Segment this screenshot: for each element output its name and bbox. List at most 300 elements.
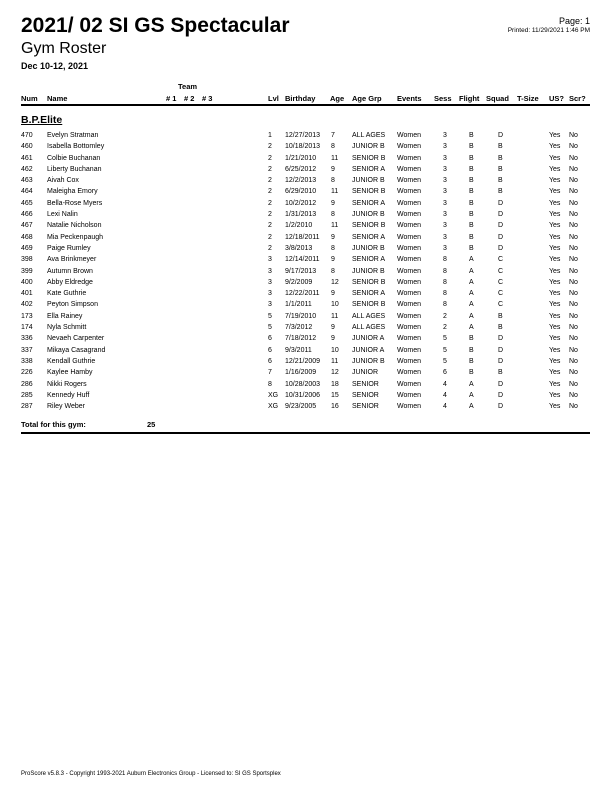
cell-scratch: No — [569, 290, 578, 298]
cell-squad: D — [498, 233, 504, 241]
cell-age: 8 — [331, 244, 335, 252]
printed-timestamp: Printed: 11/29/2021 1:46 PM — [507, 27, 590, 34]
cell-num: 401 — [21, 290, 33, 298]
cell-events: Women — [397, 346, 421, 354]
cell-age-group: SENIOR B — [352, 188, 386, 196]
table-row — [0, 132, 612, 143]
cell-flight: B — [469, 143, 474, 151]
cell-us: Yes — [549, 369, 561, 377]
table-row — [0, 188, 612, 199]
cell-level: 2 — [268, 165, 272, 173]
cell-age: 12 — [331, 278, 339, 286]
cell-num: 286 — [21, 380, 33, 388]
cell-events: Women — [397, 143, 421, 151]
cell-level: 6 — [268, 346, 272, 354]
cell-age-group: SENIOR A — [352, 233, 386, 241]
table-row — [0, 369, 612, 380]
cell-name: Nyla Schmitt — [47, 324, 87, 332]
cell-scratch: No — [569, 267, 578, 275]
cell-flight: A — [469, 301, 474, 309]
col-header-team-3: # 3 — [202, 94, 213, 103]
cell-session: 5 — [443, 357, 447, 365]
cell-num: 174 — [21, 324, 33, 332]
cell-birthday: 12/21/2009 — [285, 357, 321, 365]
cell-age: 9 — [331, 324, 335, 332]
col-header-scratch: Scr? — [569, 94, 586, 103]
cell-age-group: JUNIOR B — [352, 267, 385, 275]
table-row — [0, 211, 612, 222]
cell-name: Kaylee Hamby — [47, 369, 93, 377]
cell-squad: D — [498, 244, 504, 252]
cell-num: 467 — [21, 222, 33, 230]
cell-name: Aivah Cox — [47, 177, 79, 185]
col-header-name: Name — [47, 94, 68, 103]
cell-num: 463 — [21, 177, 33, 185]
cell-age: 8 — [331, 211, 335, 219]
cell-age-group: ALL AGES — [352, 324, 386, 332]
cell-scratch: No — [569, 211, 578, 219]
cell-session: 3 — [443, 211, 447, 219]
cell-us: Yes — [549, 132, 561, 139]
cell-birthday: 9/23/2005 — [285, 403, 317, 411]
cell-flight: B — [469, 244, 474, 252]
cell-age: 9 — [331, 290, 335, 298]
cell-scratch: No — [569, 369, 578, 377]
table-row — [0, 245, 612, 256]
cell-age: 8 — [331, 143, 335, 151]
cell-scratch: No — [569, 256, 578, 264]
cell-squad: D — [498, 222, 504, 230]
cell-scratch: No — [569, 165, 578, 173]
cell-session: 4 — [443, 391, 447, 399]
cell-us: Yes — [549, 165, 561, 173]
cell-events: Women — [397, 267, 421, 275]
cell-birthday: 10/28/2003 — [285, 380, 321, 388]
cell-scratch: No — [569, 132, 578, 139]
cell-birthday: 12/27/2013 — [285, 132, 321, 139]
table-row — [0, 392, 612, 403]
cell-num: 336 — [21, 335, 33, 343]
cell-us: Yes — [549, 403, 561, 411]
cell-flight: A — [469, 391, 474, 399]
cell-num: 173 — [21, 312, 33, 320]
cell-birthday: 10/18/2013 — [285, 143, 321, 151]
cell-age: 9 — [331, 199, 335, 207]
cell-name: Ava Brinkmeyer — [47, 256, 97, 264]
cell-age: 18 — [331, 380, 339, 388]
col-header-team: Team — [178, 82, 198, 91]
col-header-age: Age — [330, 94, 345, 103]
cell-num: 338 — [21, 357, 33, 365]
cell-age-group: SENIOR A — [352, 290, 386, 298]
total-label: Total for this gym: — [21, 420, 86, 429]
cell-level: 3 — [268, 301, 272, 309]
cell-birthday: 12/18/2011 — [285, 233, 320, 241]
cell-birthday: 9/3/2011 — [285, 346, 312, 354]
cell-session: 4 — [443, 403, 447, 411]
col-header-birthday: Birthday — [285, 94, 316, 103]
cell-level: 6 — [268, 357, 272, 365]
cell-birthday: 7/18/2012 — [285, 335, 317, 343]
cell-num: 464 — [21, 188, 33, 196]
cell-squad: D — [498, 211, 504, 219]
cell-squad: C — [498, 290, 504, 298]
cell-session: 6 — [443, 369, 447, 377]
cell-events: Women — [397, 369, 421, 377]
cell-level: 2 — [268, 244, 272, 252]
cell-squad: D — [498, 380, 504, 388]
cell-session: 8 — [443, 290, 447, 298]
cell-age-group: SENIOR — [352, 380, 379, 388]
cell-scratch: No — [569, 154, 578, 162]
cell-birthday: 7/3/2012 — [285, 324, 313, 332]
cell-name: Kendall Guthrie — [47, 357, 96, 365]
cell-age: 16 — [331, 403, 339, 411]
cell-squad: B — [498, 324, 503, 332]
cell-session: 3 — [443, 132, 447, 139]
cell-flight: A — [469, 256, 474, 264]
cell-scratch: No — [569, 335, 578, 343]
cell-scratch: No — [569, 244, 578, 252]
cell-us: Yes — [549, 233, 561, 241]
cell-session: 8 — [443, 278, 447, 286]
group-heading: B.P.Elite — [21, 114, 63, 126]
page-number: Page: 1 — [558, 16, 590, 26]
cell-age-group: SENIOR A — [352, 256, 386, 264]
cell-session: 3 — [443, 143, 447, 151]
col-header-flight: Flight — [459, 94, 480, 103]
cell-birthday: 3/8/2013 — [285, 244, 313, 252]
cell-events: Women — [397, 278, 421, 286]
cell-squad: B — [498, 369, 503, 377]
table-row — [0, 335, 612, 346]
cell-name: Abby Eldredge — [47, 278, 93, 286]
cell-age-group: JUNIOR B — [352, 244, 385, 252]
cell-squad: D — [498, 346, 504, 354]
cell-flight: A — [469, 312, 474, 320]
cell-birthday: 12/2/2013 — [285, 177, 317, 185]
cell-num: 470 — [21, 132, 33, 139]
cell-name: Nevaeh Carpenter — [47, 335, 105, 343]
cell-age: 8 — [331, 177, 335, 185]
cell-name: Mikaya Casagrand — [47, 346, 106, 354]
total-rule — [21, 432, 590, 434]
cell-flight: B — [469, 222, 474, 230]
cell-scratch: No — [569, 312, 578, 320]
cell-name: Kate Guthrie — [47, 290, 87, 298]
cell-session: 5 — [443, 335, 447, 343]
cell-birthday: 12/22/2011 — [285, 290, 320, 298]
cell-num: 462 — [21, 165, 33, 173]
cell-events: Women — [397, 312, 421, 320]
table-row — [0, 381, 612, 392]
cell-squad: B — [498, 165, 503, 173]
table-row — [0, 166, 612, 177]
report-title: 2021/ 02 SI GS Spectacular — [21, 14, 290, 37]
cell-squad: B — [498, 312, 503, 320]
cell-age: 9 — [331, 165, 335, 173]
cell-us: Yes — [549, 154, 561, 162]
cell-squad: C — [498, 267, 504, 275]
cell-flight: B — [469, 211, 474, 219]
cell-events: Women — [397, 132, 421, 139]
cell-age-group: JUNIOR A — [352, 335, 385, 343]
roster-table — [0, 132, 612, 414]
cell-squad: C — [498, 256, 504, 264]
cell-us: Yes — [549, 324, 561, 332]
cell-events: Women — [397, 391, 421, 399]
footer-copyright: ProScore v5.8.3 - Copyright 1993-2021 Auburn Electronics Group - Licensed to: SI GS Sportsplex — [21, 771, 281, 777]
cell-events: Women — [397, 301, 421, 309]
cell-scratch: No — [569, 188, 578, 196]
cell-age-group: ALL AGES — [352, 132, 386, 139]
cell-level: 3 — [268, 290, 272, 298]
cell-age-group: JUNIOR B — [352, 177, 385, 185]
cell-us: Yes — [549, 211, 561, 219]
table-row — [0, 143, 612, 154]
cell-age-group: SENIOR B — [352, 278, 386, 286]
meet-dates: Dec 10-12, 2021 — [21, 61, 89, 71]
cell-age: 9 — [331, 256, 335, 264]
cell-us: Yes — [549, 391, 561, 399]
cell-events: Women — [397, 154, 421, 162]
cell-level: 5 — [268, 312, 272, 320]
col-header-events: Events — [397, 94, 422, 103]
cell-name: Bella-Rose Myers — [47, 199, 103, 207]
cell-level: 6 — [268, 335, 272, 343]
cell-age: 11 — [331, 357, 339, 365]
cell-session: 4 — [443, 380, 447, 388]
cell-age: 8 — [331, 267, 335, 275]
cell-age-group: JUNIOR B — [352, 211, 385, 219]
cell-squad: D — [498, 391, 504, 399]
cell-flight: B — [469, 369, 474, 377]
cell-num: 398 — [21, 256, 33, 264]
cell-flight: A — [469, 267, 474, 275]
cell-us: Yes — [549, 222, 561, 230]
cell-num: 400 — [21, 278, 33, 286]
cell-num: 402 — [21, 301, 33, 309]
cell-us: Yes — [549, 335, 561, 343]
table-row — [0, 256, 612, 267]
table-row — [0, 268, 612, 279]
cell-level: 2 — [268, 211, 272, 219]
cell-us: Yes — [549, 267, 561, 275]
cell-scratch: No — [569, 391, 578, 399]
cell-us: Yes — [549, 301, 561, 309]
cell-us: Yes — [549, 143, 561, 151]
cell-squad: D — [498, 132, 504, 139]
cell-level: XG — [268, 403, 279, 411]
table-row — [0, 324, 612, 335]
cell-session: 2 — [443, 312, 447, 320]
cell-us: Yes — [549, 256, 561, 264]
header-rule — [21, 104, 590, 106]
cell-scratch: No — [569, 177, 578, 185]
cell-session: 3 — [443, 222, 447, 230]
total-count: 25 — [147, 420, 156, 429]
cell-session: 3 — [443, 165, 447, 173]
cell-session: 8 — [443, 267, 447, 275]
cell-session: 3 — [443, 244, 447, 252]
cell-scratch: No — [569, 222, 578, 230]
cell-scratch: No — [569, 233, 578, 241]
cell-name: Maleigha Emory — [47, 188, 98, 196]
cell-name: Evelyn Stratman — [47, 132, 99, 139]
cell-level: 2 — [268, 199, 272, 207]
cell-us: Yes — [549, 357, 561, 365]
cell-flight: B — [469, 132, 474, 139]
cell-name: Colbie Buchanan — [47, 154, 101, 162]
cell-us: Yes — [549, 177, 561, 185]
cell-events: Women — [397, 188, 421, 196]
table-row — [0, 301, 612, 312]
cell-flight: B — [469, 357, 474, 365]
col-header-team-2: # 2 — [184, 94, 195, 103]
cell-flight: B — [469, 165, 474, 173]
cell-birthday: 1/16/2009 — [285, 369, 317, 377]
cell-session: 3 — [443, 154, 447, 162]
cell-age-group: SENIOR B — [352, 301, 386, 309]
cell-level: 2 — [268, 188, 272, 196]
cell-name: Isabella Bottomley — [47, 143, 105, 151]
cell-session: 3 — [443, 188, 447, 196]
table-row — [0, 290, 612, 301]
cell-flight: B — [469, 233, 474, 241]
table-row — [0, 155, 612, 166]
cell-age-group: JUNIOR — [352, 369, 379, 377]
cell-num: 468 — [21, 233, 33, 241]
cell-birthday: 7/19/2010 — [285, 312, 317, 320]
cell-events: Women — [397, 211, 421, 219]
cell-age: 12 — [331, 369, 339, 377]
cell-age-group: SENIOR B — [352, 154, 386, 162]
cell-num: 226 — [21, 369, 33, 377]
cell-name: Mia Peckenpaugh — [47, 233, 104, 241]
cell-us: Yes — [549, 244, 561, 252]
cell-flight: A — [469, 290, 474, 298]
cell-age-group: JUNIOR B — [352, 357, 385, 365]
table-row — [0, 358, 612, 369]
cell-events: Women — [397, 380, 421, 388]
cell-num: 465 — [21, 199, 33, 207]
cell-age-group: ALL AGES — [352, 312, 386, 320]
cell-level: 2 — [268, 143, 272, 151]
cell-birthday: 9/17/2013 — [285, 267, 317, 275]
cell-squad: B — [498, 188, 503, 196]
cell-us: Yes — [549, 312, 561, 320]
cell-age-group: SENIOR — [352, 391, 379, 399]
cell-events: Women — [397, 177, 421, 185]
cell-name: Natalie Nicholson — [47, 222, 102, 230]
cell-us: Yes — [549, 199, 561, 207]
cell-events: Women — [397, 290, 421, 298]
cell-scratch: No — [569, 380, 578, 388]
cell-age: 11 — [331, 188, 339, 196]
cell-squad: C — [498, 278, 504, 286]
cell-birthday: 10/2/2012 — [285, 199, 317, 207]
report-subtitle: Gym Roster — [21, 40, 107, 57]
cell-name: Ella Rainey — [47, 312, 83, 320]
cell-birthday: 1/31/2013 — [285, 211, 317, 219]
cell-scratch: No — [569, 301, 578, 309]
cell-squad: D — [498, 199, 504, 207]
cell-flight: B — [469, 335, 474, 343]
table-row — [0, 403, 612, 414]
cell-events: Women — [397, 244, 421, 252]
cell-name: Peyton Simpson — [47, 301, 98, 309]
cell-level: 2 — [268, 154, 272, 162]
table-row — [0, 234, 612, 245]
cell-flight: A — [469, 278, 474, 286]
cell-events: Women — [397, 324, 421, 332]
col-header-squad: Squad — [486, 94, 509, 103]
cell-events: Women — [397, 335, 421, 343]
cell-birthday: 10/31/2006 — [285, 391, 321, 399]
cell-events: Women — [397, 403, 421, 411]
cell-squad: D — [498, 357, 504, 365]
cell-num: 461 — [21, 154, 33, 162]
table-row — [0, 347, 612, 358]
cell-age-group: SENIOR A — [352, 165, 386, 173]
cell-birthday: 1/2/2010 — [285, 222, 313, 230]
cell-name: Riley Weber — [47, 403, 85, 411]
cell-flight: B — [469, 177, 474, 185]
cell-level: 2 — [268, 222, 272, 230]
cell-num: 337 — [21, 346, 33, 354]
cell-session: 8 — [443, 301, 447, 309]
cell-session: 3 — [443, 199, 447, 207]
cell-us: Yes — [549, 346, 561, 354]
cell-events: Women — [397, 222, 421, 230]
cell-age: 10 — [331, 301, 339, 309]
cell-birthday: 12/14/2011 — [285, 256, 320, 264]
cell-flight: B — [469, 346, 474, 354]
cell-squad: B — [498, 177, 503, 185]
cell-scratch: No — [569, 278, 578, 286]
cell-num: 460 — [21, 143, 33, 151]
cell-birthday: 1/1/2011 — [285, 301, 312, 309]
cell-flight: A — [469, 380, 474, 388]
cell-us: Yes — [549, 290, 561, 298]
cell-level: 2 — [268, 233, 272, 241]
cell-birthday: 6/25/2012 — [285, 165, 317, 173]
cell-num: 287 — [21, 403, 33, 411]
cell-flight: A — [469, 403, 474, 411]
cell-age: 15 — [331, 391, 339, 399]
cell-level: 3 — [268, 278, 272, 286]
cell-age-group: SENIOR B — [352, 222, 386, 230]
cell-age-group: JUNIOR B — [352, 143, 385, 151]
cell-birthday: 6/29/2010 — [285, 188, 317, 196]
cell-level: 1 — [268, 132, 272, 139]
cell-events: Women — [397, 256, 421, 264]
col-header-session: Sess — [434, 94, 452, 103]
table-row — [0, 177, 612, 188]
cell-session: 3 — [443, 177, 447, 185]
cell-session: 8 — [443, 256, 447, 264]
table-row — [0, 313, 612, 324]
cell-scratch: No — [569, 199, 578, 207]
table-row — [0, 222, 612, 233]
cell-flight: B — [469, 188, 474, 196]
cell-age: 9 — [331, 335, 335, 343]
cell-level: 3 — [268, 256, 272, 264]
cell-name: Nikki Rogers — [47, 380, 87, 388]
cell-session: 5 — [443, 346, 447, 354]
cell-session: 3 — [443, 233, 447, 241]
col-header-team-1: # 1 — [166, 94, 177, 103]
